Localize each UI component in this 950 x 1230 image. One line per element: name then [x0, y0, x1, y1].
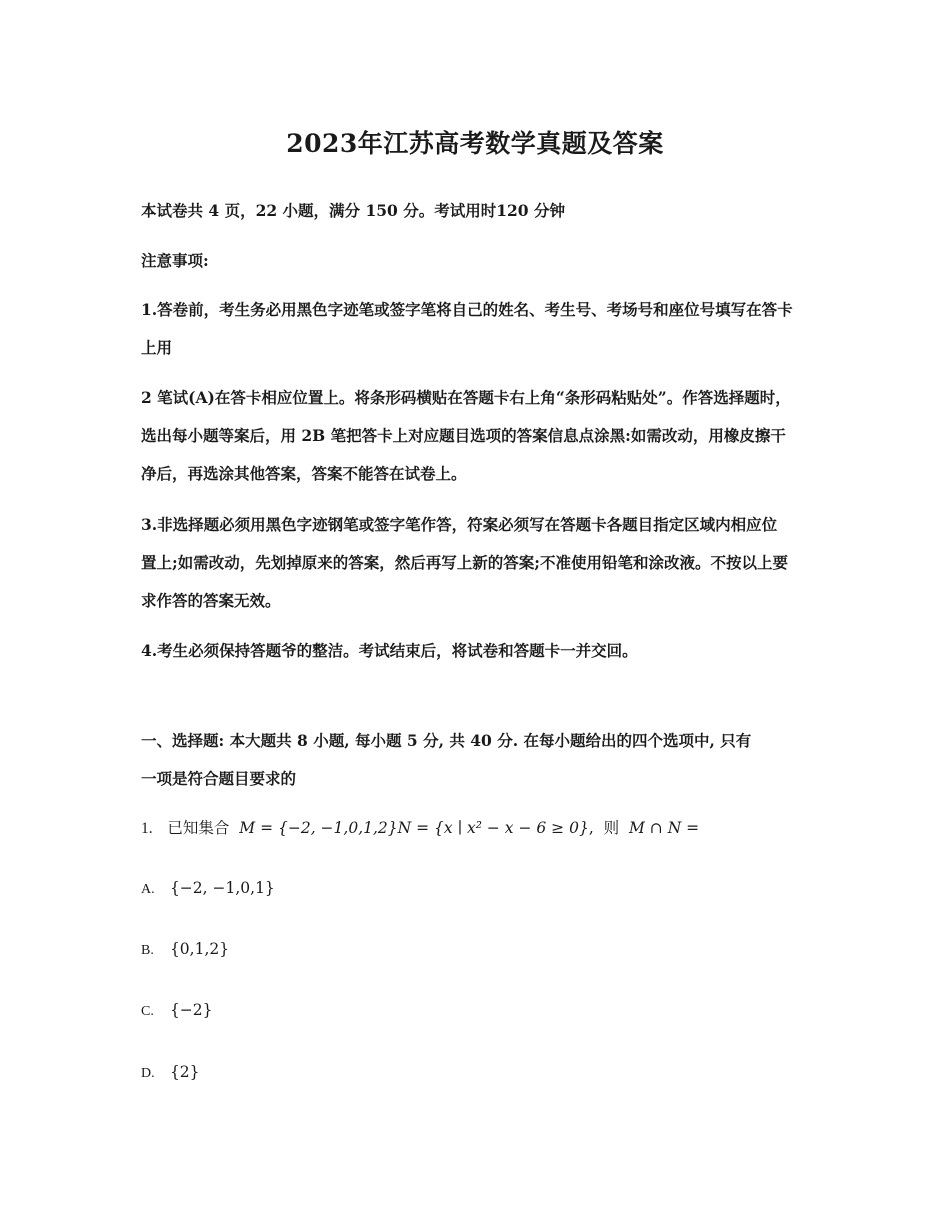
option-label: B.	[141, 943, 154, 958]
option-a	[141, 879, 275, 898]
page-title: 2023年江苏高考数学真题及答案	[286, 129, 664, 158]
section-heading	[141, 722, 821, 798]
question-prefix: 已知集合	[167, 819, 230, 837]
note-line: 置上;如需改动，先划掉原来的答案，然后再写上新的答案;不准使用铅笔和涂改液。不按以上要	[141, 553, 788, 572]
question-conj: 则	[603, 819, 620, 837]
option-text: {0,1,2}	[169, 940, 230, 958]
note-line: 1.答卷前，考生务必用黑色字迹笔或签字笔将自己的姓名、考生号、考场号和座位号填写在答卡	[141, 300, 793, 319]
note-line: 净后，再选涂其他答案，答案不能答在试卷上。	[141, 464, 467, 483]
note-line: 上用	[141, 338, 173, 357]
exam-intro-text: 本试卷共 4 页，22 小题，满分 150 分。考试用时120 分钟	[141, 201, 565, 220]
section-line: 一、选择题: 本大题共 8 小题, 每小题 5 分, 共 40 分. 在每小题给出的四个选项中, 只有	[141, 731, 752, 750]
note-line: 选出每小题等案后，用 2B 笔把答卡上对应题目选项的答案信息点涂黑:如需改动，用橡皮擦干	[141, 426, 786, 445]
option-text: {−2}	[169, 1001, 213, 1019]
option-b	[141, 940, 229, 959]
option-label: C.	[141, 1004, 154, 1019]
notice-heading-text: 注意事项:	[141, 251, 209, 270]
note-line: 2 笔试(A)在答卡相应位置上。将条形码横贴在答题卡右上角“条形码粘贴处”。作答选择题时，	[141, 388, 791, 407]
set-n: N = {x ∣ x² − x − 6 ≥ 0}	[397, 819, 589, 837]
question-number: 1.	[141, 820, 153, 837]
question-1-stem: 1. 已知集合 M = {−2, −1,0,1,2}N = {x ∣ x² − x − 6 ≥ 0}, 则 M ∩ N =	[141, 819, 700, 837]
exam-intro	[141, 192, 821, 230]
option-label: D.	[141, 1066, 155, 1081]
option-text: {2}	[169, 1063, 200, 1081]
option-label: A.	[141, 882, 155, 897]
note-1	[141, 291, 821, 367]
set-m: M = {−2, −1,0,1,2}	[239, 819, 398, 837]
note-2	[141, 379, 821, 493]
option-d	[141, 1063, 200, 1082]
note-4	[141, 632, 821, 670]
question-ask: M ∩ N =	[628, 819, 700, 837]
note-line: 3.非选择题必须用黑色字迹钢笔或签字笔作答，符案必须写在答题卡各题目指定区域内相应位	[141, 515, 778, 534]
section-line: 一项是符合题目要求的	[141, 769, 297, 788]
option-c	[141, 1001, 213, 1020]
note-line: 求作答的答案无效。	[141, 591, 281, 610]
note-line: 4.考生必须保持答题爷的整洁。考试结束后，将试卷和答题卡一并交回。	[141, 641, 638, 660]
note-3	[141, 506, 821, 620]
notice-heading	[141, 242, 821, 280]
option-text: {−2, −1,0,1}	[169, 879, 275, 897]
